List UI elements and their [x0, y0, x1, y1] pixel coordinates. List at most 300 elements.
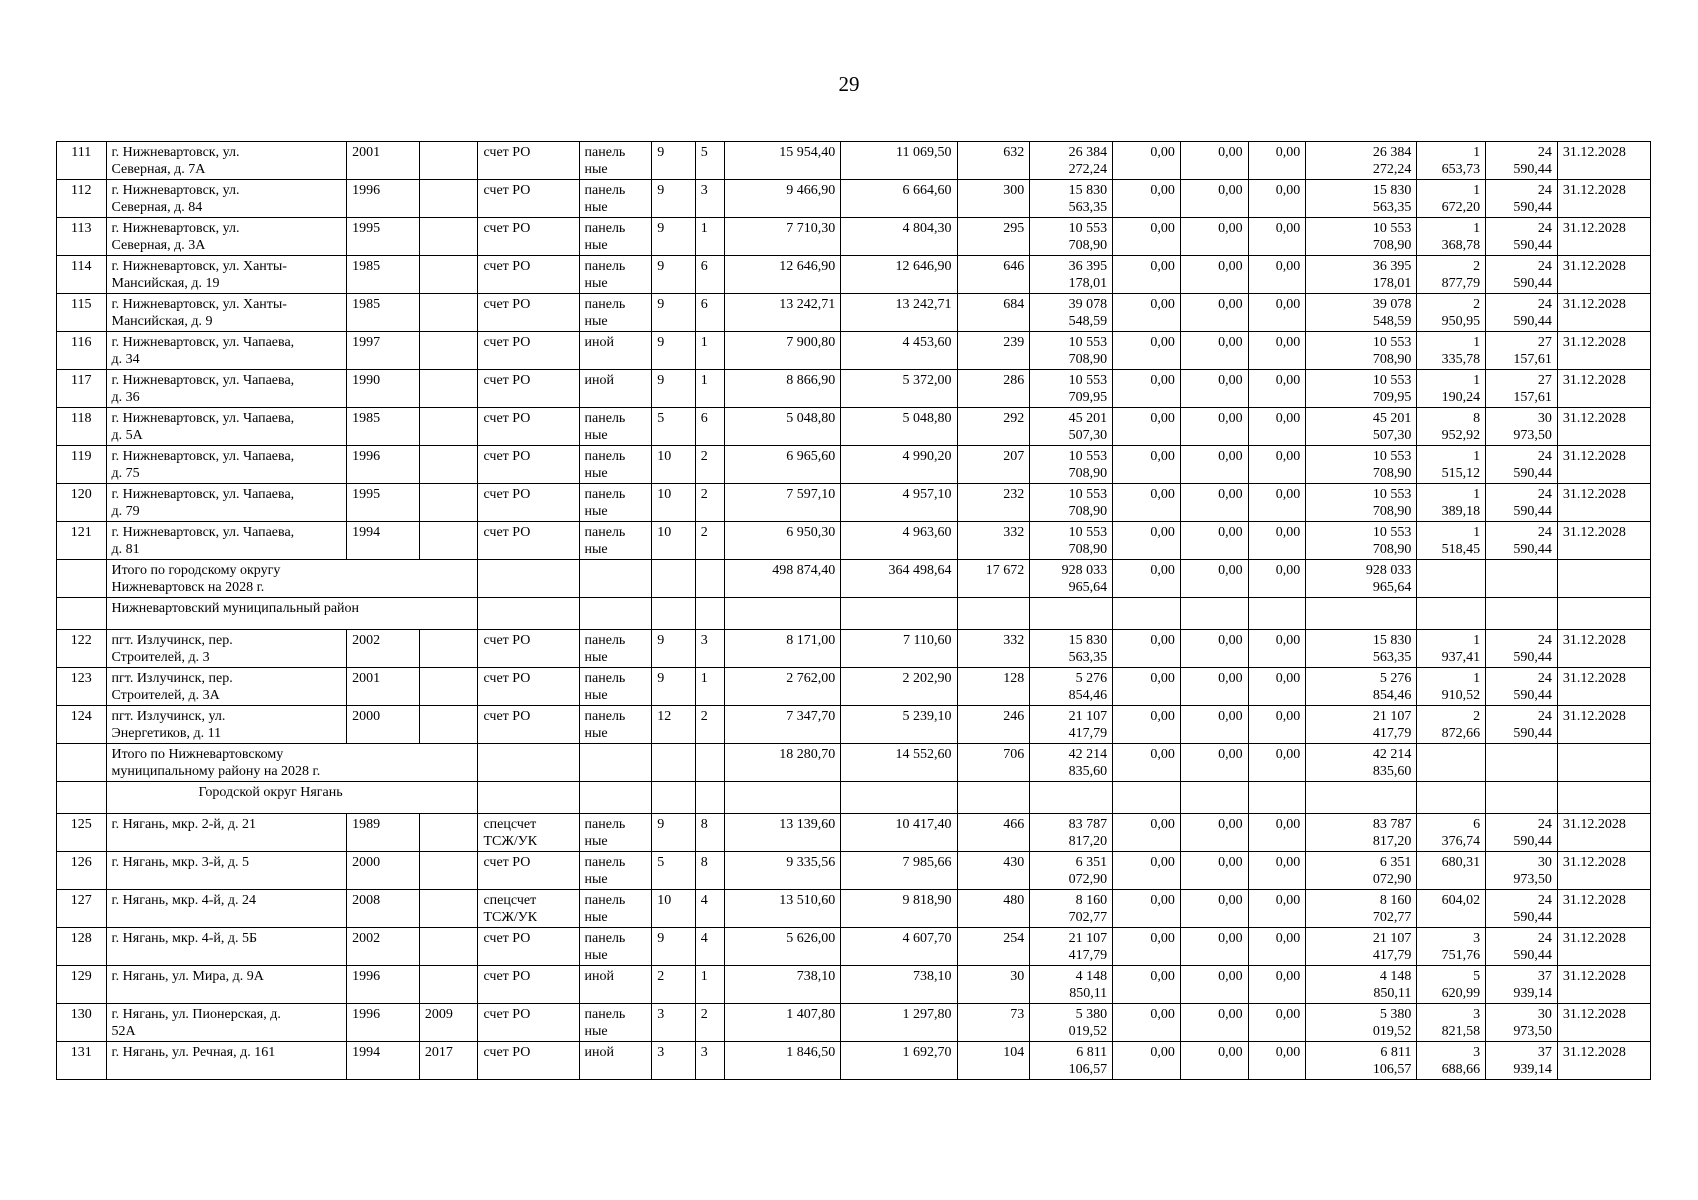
year-built: 1996: [347, 966, 420, 1004]
unit-cost: 2 877,79: [1417, 256, 1486, 294]
row-number: 130: [57, 1004, 107, 1042]
fund-account: счет РО: [478, 484, 579, 522]
local-share: 0,00: [1248, 744, 1306, 782]
entrances: 6: [695, 408, 724, 446]
total-area: 1 407,80: [725, 1004, 841, 1042]
year-reconstructed: [419, 408, 478, 446]
year-reconstructed: [419, 852, 478, 890]
year-built: 2002: [347, 630, 420, 668]
fund-share: 0,00: [1113, 294, 1181, 332]
owners-cost: 83 787 817,20: [1306, 814, 1417, 852]
owners-cost: 26 384 272,24: [1306, 142, 1417, 180]
total-cost: 83 787 817,20: [1030, 814, 1113, 852]
table-row: [57, 522, 1651, 560]
wall-material: панель ные: [579, 852, 652, 890]
empty-cell: [1557, 782, 1650, 814]
fund-account: счет РО: [478, 522, 579, 560]
owners-cost: 45 201 507,30: [1306, 408, 1417, 446]
fund-account: счет РО: [478, 668, 579, 706]
address: г. Нягань, ул. Пионерская, д. 52А: [106, 1004, 347, 1042]
owners-cost: 21 107 417,79: [1306, 706, 1417, 744]
total-area: 8 866,90: [725, 370, 841, 408]
residents: 632: [957, 142, 1030, 180]
unit-cost-limit: 24 590,44: [1486, 630, 1558, 668]
unit-cost-limit: 27 157,61: [1486, 332, 1558, 370]
empty-cell: [57, 744, 107, 782]
fund-share: 0,00: [1113, 332, 1181, 370]
year-reconstructed: [419, 484, 478, 522]
unit-cost: 1 653,73: [1417, 142, 1486, 180]
floors: 9: [652, 928, 695, 966]
address: пгт. Излучинск, ул. Энергетиков, д. 11: [106, 706, 347, 744]
unit-cost-limit: 24 590,44: [1486, 668, 1558, 706]
address: г. Нижневартовск, ул. Северная, д. 7А: [106, 142, 347, 180]
unit-cost-limit: 24 590,44: [1486, 706, 1558, 744]
owners-cost: 10 553 708,90: [1306, 218, 1417, 256]
address: г. Нижневартовск, ул. Ханты- Мансийская, д. 9: [106, 294, 347, 332]
planned-date: 31.12.2028: [1557, 294, 1650, 332]
address: г. Нягань, ул. Мира, д. 9А: [106, 966, 347, 1004]
empty-cell: [695, 560, 724, 598]
wall-material: панель ные: [579, 142, 652, 180]
planned-date: 31.12.2028: [1557, 1042, 1650, 1080]
entrances: 4: [695, 928, 724, 966]
living-area: 4 804,30: [841, 218, 957, 256]
fund-share: 0,00: [1113, 814, 1181, 852]
floors: 9: [652, 370, 695, 408]
floors: 9: [652, 668, 695, 706]
total-area: 13 242,71: [725, 294, 841, 332]
total-row: [57, 560, 1651, 598]
wall-material: панель ные: [579, 928, 652, 966]
fund-share: 0,00: [1113, 966, 1181, 1004]
year-built: 2008: [347, 890, 420, 928]
empty-cell: [695, 598, 724, 630]
year-built: 2001: [347, 142, 420, 180]
local-share: 0,00: [1248, 630, 1306, 668]
entrances: 6: [695, 256, 724, 294]
section-row: [57, 598, 1651, 630]
planned-date: 31.12.2028: [1557, 928, 1650, 966]
empty-cell: [57, 782, 107, 814]
unit-cost: 680,31: [1417, 852, 1486, 890]
budget-share: 0,00: [1180, 408, 1248, 446]
year-built: 1997: [347, 332, 420, 370]
address: г. Нижневартовск, ул. Чапаева, д. 81: [106, 522, 347, 560]
fund-account: счет РО: [478, 852, 579, 890]
total-cost: 36 395 178,01: [1030, 256, 1113, 294]
total-cost: 5 380 019,52: [1030, 1004, 1113, 1042]
floors: 3: [652, 1004, 695, 1042]
budget-share: 0,00: [1180, 370, 1248, 408]
fund-account: счет РО: [478, 332, 579, 370]
total-cost: 10 553 708,90: [1030, 332, 1113, 370]
residents: 646: [957, 256, 1030, 294]
table-body: [57, 142, 1651, 1080]
budget-share: 0,00: [1180, 966, 1248, 1004]
budget-share: 0,00: [1180, 852, 1248, 890]
living-area: 4 607,70: [841, 928, 957, 966]
empty-cell: [478, 782, 579, 814]
fund-share: 0,00: [1113, 928, 1181, 966]
entrances: 4: [695, 890, 724, 928]
year-reconstructed: [419, 142, 478, 180]
table-row: [57, 630, 1651, 668]
unit-cost-limit: 24 590,44: [1486, 180, 1558, 218]
wall-material: панель ные: [579, 256, 652, 294]
owners-cost: 42 214 835,60: [1306, 744, 1417, 782]
residents: 232: [957, 484, 1030, 522]
budget-share: 0,00: [1180, 142, 1248, 180]
row-number: 111: [57, 142, 107, 180]
empty-cell: [1557, 598, 1650, 630]
table-row: [57, 484, 1651, 522]
total-cost: 10 553 709,95: [1030, 370, 1113, 408]
living-area: 4 990,20: [841, 446, 957, 484]
wall-material: иной: [579, 966, 652, 1004]
local-share: 0,00: [1248, 370, 1306, 408]
floors: 10: [652, 890, 695, 928]
total-cost: 928 033 965,64: [1030, 560, 1113, 598]
living-area: 14 552,60: [841, 744, 957, 782]
total-cost: 39 078 548,59: [1030, 294, 1113, 332]
entrances: 2: [695, 522, 724, 560]
wall-material: панель ные: [579, 668, 652, 706]
local-share: 0,00: [1248, 1004, 1306, 1042]
year-reconstructed: 2009: [419, 1004, 478, 1042]
row-number: 117: [57, 370, 107, 408]
unit-cost-limit: 24 590,44: [1486, 294, 1558, 332]
wall-material: панель ные: [579, 630, 652, 668]
planned-date: 31.12.2028: [1557, 370, 1650, 408]
fund-account: счет РО: [478, 256, 579, 294]
total-cost: 5 276 854,46: [1030, 668, 1113, 706]
floors: 10: [652, 484, 695, 522]
entrances: 1: [695, 370, 724, 408]
total-cost: 10 553 708,90: [1030, 484, 1113, 522]
budget-share: 0,00: [1180, 180, 1248, 218]
total-label: Итого по городскому округу Нижневартовск на 2028 г.: [106, 560, 478, 598]
row-number: 122: [57, 630, 107, 668]
year-built: 1996: [347, 446, 420, 484]
planned-date: 31.12.2028: [1557, 446, 1650, 484]
planned-date: 31.12.2028: [1557, 522, 1650, 560]
empty-cell: [57, 598, 107, 630]
local-share: 0,00: [1248, 890, 1306, 928]
fund-account: счет РО: [478, 706, 579, 744]
empty-cell: [1486, 782, 1558, 814]
empty-cell: [1486, 598, 1558, 630]
year-reconstructed: [419, 370, 478, 408]
year-reconstructed: [419, 966, 478, 1004]
budget-share: 0,00: [1180, 294, 1248, 332]
living-area: 364 498,64: [841, 560, 957, 598]
total-area: 8 171,00: [725, 630, 841, 668]
unit-cost: 604,02: [1417, 890, 1486, 928]
budget-share: 0,00: [1180, 630, 1248, 668]
housing-repair-table: [56, 141, 1651, 1080]
unit-cost-limit: 30 973,50: [1486, 1004, 1558, 1042]
local-share: 0,00: [1248, 966, 1306, 1004]
living-area: 5 372,00: [841, 370, 957, 408]
empty-cell: [1417, 598, 1486, 630]
row-number: 116: [57, 332, 107, 370]
year-reconstructed: [419, 180, 478, 218]
year-built: 1990: [347, 370, 420, 408]
owners-cost: 15 830 563,35: [1306, 630, 1417, 668]
fund-share: 0,00: [1113, 256, 1181, 294]
unit-cost: 2 950,95: [1417, 294, 1486, 332]
residents: 332: [957, 630, 1030, 668]
fund-share: 0,00: [1113, 890, 1181, 928]
table-row: [57, 706, 1651, 744]
local-share: 0,00: [1248, 560, 1306, 598]
year-built: 2000: [347, 706, 420, 744]
entrances: 8: [695, 852, 724, 890]
planned-date: 31.12.2028: [1557, 706, 1650, 744]
local-share: 0,00: [1248, 332, 1306, 370]
empty-cell: [841, 782, 957, 814]
total-area: 2 762,00: [725, 668, 841, 706]
budget-share: 0,00: [1180, 484, 1248, 522]
fund-account: счет РО: [478, 370, 579, 408]
unit-cost: 1 335,78: [1417, 332, 1486, 370]
planned-date: 31.12.2028: [1557, 668, 1650, 706]
floors: 10: [652, 522, 695, 560]
budget-share: 0,00: [1180, 706, 1248, 744]
planned-date: 31.12.2028: [1557, 852, 1650, 890]
address: г. Нижневартовск, ул. Северная, д. 84: [106, 180, 347, 218]
total-cost: 4 148 850,11: [1030, 966, 1113, 1004]
total-cost: 6 811 106,57: [1030, 1042, 1113, 1080]
fund-share: 0,00: [1113, 744, 1181, 782]
local-share: 0,00: [1248, 852, 1306, 890]
living-area: 738,10: [841, 966, 957, 1004]
year-reconstructed: [419, 630, 478, 668]
unit-cost-limit: 37 939,14: [1486, 1042, 1558, 1080]
living-area: 4 957,10: [841, 484, 957, 522]
fund-account: счет РО: [478, 966, 579, 1004]
empty-cell: [478, 598, 579, 630]
planned-date: 31.12.2028: [1557, 966, 1650, 1004]
entrances: 3: [695, 630, 724, 668]
total-cost: 21 107 417,79: [1030, 706, 1113, 744]
entrances: 2: [695, 484, 724, 522]
unit-cost: 3 688,66: [1417, 1042, 1486, 1080]
empty-cell: [652, 782, 695, 814]
fund-account: счет РО: [478, 1004, 579, 1042]
living-area: 11 069,50: [841, 142, 957, 180]
address: г. Нижневартовск, ул. Чапаева, д. 36: [106, 370, 347, 408]
budget-share: 0,00: [1180, 1042, 1248, 1080]
fund-account: счет РО: [478, 294, 579, 332]
floors: 9: [652, 142, 695, 180]
total-area: 15 954,40: [725, 142, 841, 180]
year-reconstructed: [419, 218, 478, 256]
year-reconstructed: [419, 814, 478, 852]
local-share: 0,00: [1248, 218, 1306, 256]
wall-material: панель ные: [579, 294, 652, 332]
living-area: 10 417,40: [841, 814, 957, 852]
owners-cost: 39 078 548,59: [1306, 294, 1417, 332]
planned-date: 31.12.2028: [1557, 814, 1650, 852]
address: г. Нижневартовск, ул. Чапаева, д. 5А: [106, 408, 347, 446]
year-reconstructed: [419, 256, 478, 294]
address: г. Нягань, мкр. 4-й, д. 5Б: [106, 928, 347, 966]
fund-share: 0,00: [1113, 706, 1181, 744]
empty-cell: [579, 560, 652, 598]
address: г. Нягань, мкр. 3-й, д. 5: [106, 852, 347, 890]
residents: 207: [957, 446, 1030, 484]
planned-date: 31.12.2028: [1557, 256, 1650, 294]
unit-cost: 1 190,24: [1417, 370, 1486, 408]
owners-cost: 6 351 072,90: [1306, 852, 1417, 890]
total-area: 5 626,00: [725, 928, 841, 966]
planned-date: 31.12.2028: [1557, 484, 1650, 522]
unit-cost: 1 515,12: [1417, 446, 1486, 484]
living-area: 6 664,60: [841, 180, 957, 218]
owners-cost: 36 395 178,01: [1306, 256, 1417, 294]
total-area: 7 597,10: [725, 484, 841, 522]
fund-account: счет РО: [478, 180, 579, 218]
year-built: 2002: [347, 928, 420, 966]
residents: 128: [957, 668, 1030, 706]
total-area: 12 646,90: [725, 256, 841, 294]
fund-share: 0,00: [1113, 560, 1181, 598]
empty-cell: [1486, 560, 1558, 598]
living-area: 1 692,70: [841, 1042, 957, 1080]
unit-cost-limit: 24 590,44: [1486, 446, 1558, 484]
local-share: 0,00: [1248, 294, 1306, 332]
entrances: 2: [695, 706, 724, 744]
row-number: 129: [57, 966, 107, 1004]
unit-cost-limit: 24 590,44: [1486, 142, 1558, 180]
local-share: 0,00: [1248, 446, 1306, 484]
table-row: [57, 668, 1651, 706]
total-cost: 6 351 072,90: [1030, 852, 1113, 890]
floors: 9: [652, 180, 695, 218]
planned-date: 31.12.2028: [1557, 408, 1650, 446]
empty-cell: [579, 598, 652, 630]
empty-cell: [1180, 782, 1248, 814]
total-area: 7 347,70: [725, 706, 841, 744]
local-share: 0,00: [1248, 256, 1306, 294]
total-area: 13 510,60: [725, 890, 841, 928]
wall-material: панель ные: [579, 218, 652, 256]
row-number: 125: [57, 814, 107, 852]
owners-cost: 6 811 106,57: [1306, 1042, 1417, 1080]
unit-cost-limit: 24 590,44: [1486, 928, 1558, 966]
total-cost: 21 107 417,79: [1030, 928, 1113, 966]
empty-cell: [579, 744, 652, 782]
empty-cell: [57, 560, 107, 598]
table-row: [57, 890, 1651, 928]
fund-account: спецсчет ТСЖ/УК: [478, 814, 579, 852]
address: г. Нижневартовск, ул. Чапаева, д. 34: [106, 332, 347, 370]
floors: 5: [652, 408, 695, 446]
year-built: 1994: [347, 522, 420, 560]
floors: 9: [652, 332, 695, 370]
total-area: 1 846,50: [725, 1042, 841, 1080]
total-cost: 10 553 708,90: [1030, 218, 1113, 256]
unit-cost-limit: 24 590,44: [1486, 256, 1558, 294]
empty-cell: [652, 598, 695, 630]
fund-account: счет РО: [478, 446, 579, 484]
planned-date: 31.12.2028: [1557, 630, 1650, 668]
address: г. Нижневартовск, ул. Ханты- Мансийская, д. 19: [106, 256, 347, 294]
table-row: [57, 294, 1651, 332]
wall-material: панель ные: [579, 814, 652, 852]
floors: 9: [652, 256, 695, 294]
living-area: 12 646,90: [841, 256, 957, 294]
empty-cell: [725, 598, 841, 630]
living-area: 4 453,60: [841, 332, 957, 370]
living-area: 7 110,60: [841, 630, 957, 668]
empty-cell: [1417, 782, 1486, 814]
floors: 9: [652, 814, 695, 852]
budget-share: 0,00: [1180, 814, 1248, 852]
address: г. Нижневартовск, ул. Чапаева, д. 75: [106, 446, 347, 484]
total-cost: 10 553 708,90: [1030, 522, 1113, 560]
empty-cell: [957, 782, 1030, 814]
empty-cell: [1248, 782, 1306, 814]
total-cost: 15 830 563,35: [1030, 180, 1113, 218]
entrances: 8: [695, 814, 724, 852]
empty-cell: [579, 782, 652, 814]
section-title: Городской округ Нягань: [106, 782, 478, 814]
floors: 9: [652, 218, 695, 256]
owners-cost: 10 553 708,90: [1306, 332, 1417, 370]
row-number: 124: [57, 706, 107, 744]
unit-cost-limit: 30 973,50: [1486, 408, 1558, 446]
fund-share: 0,00: [1113, 180, 1181, 218]
empty-cell: [695, 744, 724, 782]
fund-share: 0,00: [1113, 1004, 1181, 1042]
total-area: 13 139,60: [725, 814, 841, 852]
year-built: 1989: [347, 814, 420, 852]
address: пгт. Излучинск, пер. Строителей, д. 3: [106, 630, 347, 668]
local-share: 0,00: [1248, 928, 1306, 966]
living-area: 1 297,80: [841, 1004, 957, 1042]
year-built: 1994: [347, 1042, 420, 1080]
table-row: [57, 408, 1651, 446]
row-number: 112: [57, 180, 107, 218]
budget-share: 0,00: [1180, 218, 1248, 256]
year-reconstructed: [419, 294, 478, 332]
budget-share: 0,00: [1180, 1004, 1248, 1042]
planned-date: 31.12.2028: [1557, 332, 1650, 370]
empty-cell: [841, 598, 957, 630]
residents: 30: [957, 966, 1030, 1004]
wall-material: панель ные: [579, 706, 652, 744]
table-row: [57, 256, 1651, 294]
table-row: [57, 218, 1651, 256]
floors: 3: [652, 1042, 695, 1080]
entrances: 1: [695, 668, 724, 706]
entrances: 1: [695, 966, 724, 1004]
unit-cost-limit: 37 939,14: [1486, 966, 1558, 1004]
budget-share: 0,00: [1180, 446, 1248, 484]
year-built: 1996: [347, 1004, 420, 1042]
unit-cost-limit: 24 590,44: [1486, 890, 1558, 928]
fund-account: счет РО: [478, 928, 579, 966]
table-row: [57, 1042, 1651, 1080]
empty-cell: [725, 782, 841, 814]
table-row: [57, 180, 1651, 218]
budget-share: 0,00: [1180, 560, 1248, 598]
fund-share: 0,00: [1113, 852, 1181, 890]
living-area: 7 985,66: [841, 852, 957, 890]
